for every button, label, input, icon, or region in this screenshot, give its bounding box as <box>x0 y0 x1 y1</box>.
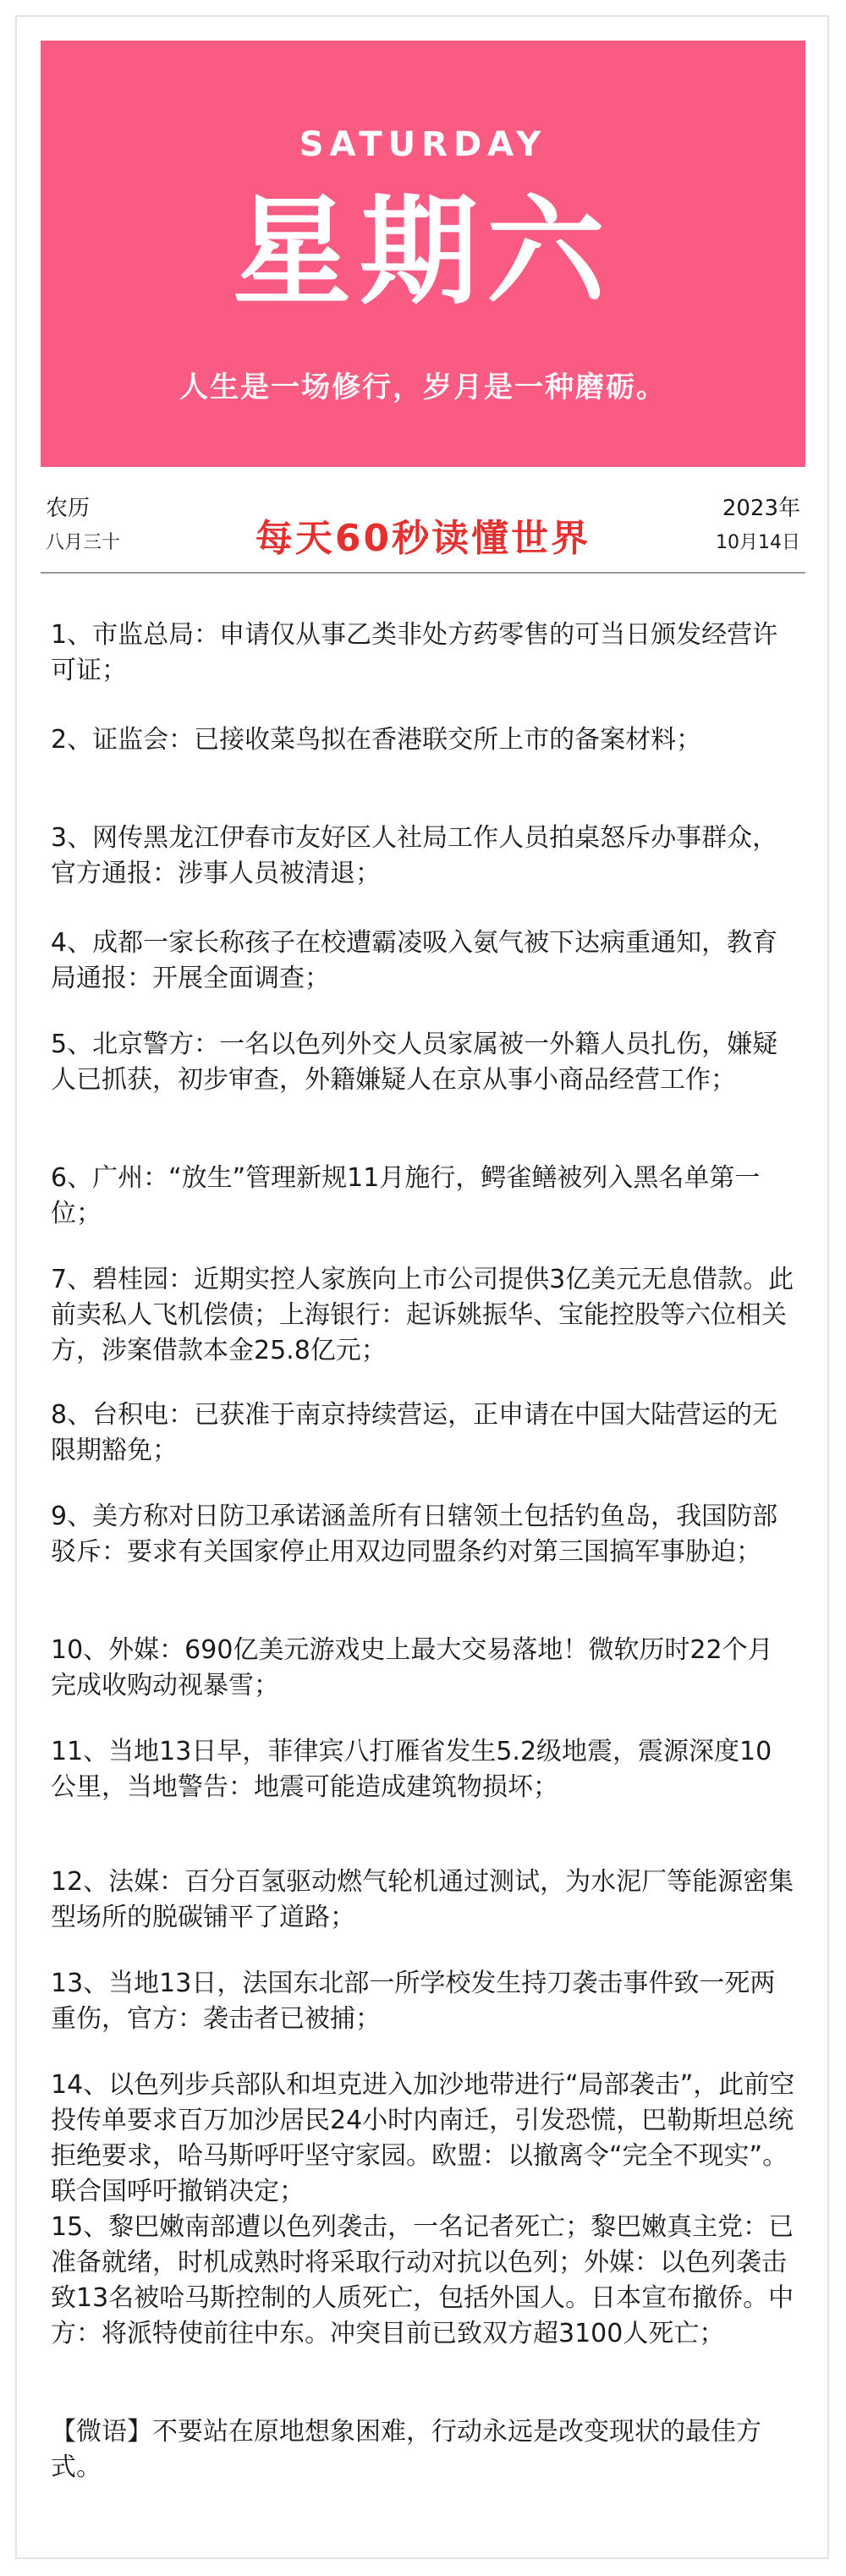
year-label: 2023年 <box>722 496 800 521</box>
news-item-3: 3、网传黑龙江伊春市友好区人社局工作人员拍桌怒斥办事群众，官方通报：涉事人员被清退； <box>51 823 778 888</box>
month-day-label: 10月14日 <box>716 532 800 553</box>
weekday-english: SATURDAY <box>299 125 547 164</box>
lunar-label: 农历 <box>46 496 91 521</box>
news-item-14: 14、以色列步兵部队和坦克进入加沙地带进行“局部袭击”，此前空投传单要求百万加沙居民24小时内南迁，引发恐慌，巴勒斯坦总统拒绝要求，哈马斯呼吁坚守家园。欧盟：以撤离令“完全不现实”。联合国呼吁撤销决定； <box>51 2070 795 2206</box>
news-item-6: 6、广州：“放生”管理新规11月施行，鳄雀鳝被列入黑名单第一位； <box>51 1163 761 1228</box>
news-item-15: 15、黎巴嫩南部遭以色列袭击，一名记者死亡；黎巴嫩真主党：已准备就绪，时机成熟时将采取行动对抗以色列；外媒：以色列袭击致13名被哈马斯控制的人质死亡，包括外国人。日本宣布撤侨。中方：将派特使前往中东。冲突目前已致双方超3100人死亡； <box>51 2212 794 2348</box>
page-headline: 每天60秒读懂世界 <box>255 517 591 560</box>
news-item-7: 7、碧桂园：近期实控人家族向上市公司提供3亿美元无息借款。此前卖私人飞机偿债；上海银行：起诉姚振华、宝能控股等六位相关方，涉案借款本金25.8亿元； <box>51 1265 794 1365</box>
news-item-11: 11、当地13日早，菲律宾八打雁省发生5.2级地震，震源深度10公里，当地警告：地震可能造成建筑物损坏； <box>51 1737 772 1802</box>
lunar-date: 八月三十 <box>46 532 121 553</box>
news-item-1: 1、市监总局：申请仅从事乙类非处方药零售的可当日颁发经营许可证； <box>51 620 778 685</box>
day-banner <box>41 41 805 467</box>
news-item-4: 4、成都一家长称孩子在校遭霸凌吸入氨气被下达病重通知，教育局通报：开展全面调查； <box>51 928 778 993</box>
news-item-2: 2、证监会：已接收菜鸟拟在香港联交所上市的备案材料； <box>51 725 702 755</box>
news-item-13: 13、当地13日，法国东北部一所学校发生持刀袭击事件致一死两重伤，官方：袭击者已被捕； <box>51 1969 776 2034</box>
date-bar <box>41 474 805 567</box>
news-item-5: 5、北京警方：一名以色列外交人员家属被一外籍人员扎伤，嫌疑人已抓获，初步审查，外籍嫌疑人在京从事小商品经营工作； <box>51 1030 778 1095</box>
closing-quote: 【微语】不要站在原地想象困难，行动永远是改变现状的最佳方式。 <box>51 2417 761 2482</box>
banner-motto: 人生是一场修行，岁月是一种磨砺。 <box>179 371 667 404</box>
news-item-12: 12、法媒：百分百氢驱动燃气轮机通过测试，为水泥厂等能源密集型场所的脱碳铺平了道路； <box>51 1867 794 1932</box>
news-item-10: 10、外媒：690亿美元游戏史上最大交易落地！微软历时22个月完成收购动视暴雪； <box>51 1635 773 1700</box>
news-item-8: 8、台积电：已获准于南京持续营运，正申请在中国大陆营运的无限期豁免； <box>51 1400 778 1465</box>
news-item-9: 9、美方称对日防卫承诺涵盖所有日辖领土包括钓鱼岛，我国防部驳斥：要求有关国家停止用双边同盟条约对第三国搞军事胁迫； <box>51 1502 778 1567</box>
weekday-chinese: 星期六 <box>232 183 613 321</box>
header-divider <box>41 572 805 574</box>
